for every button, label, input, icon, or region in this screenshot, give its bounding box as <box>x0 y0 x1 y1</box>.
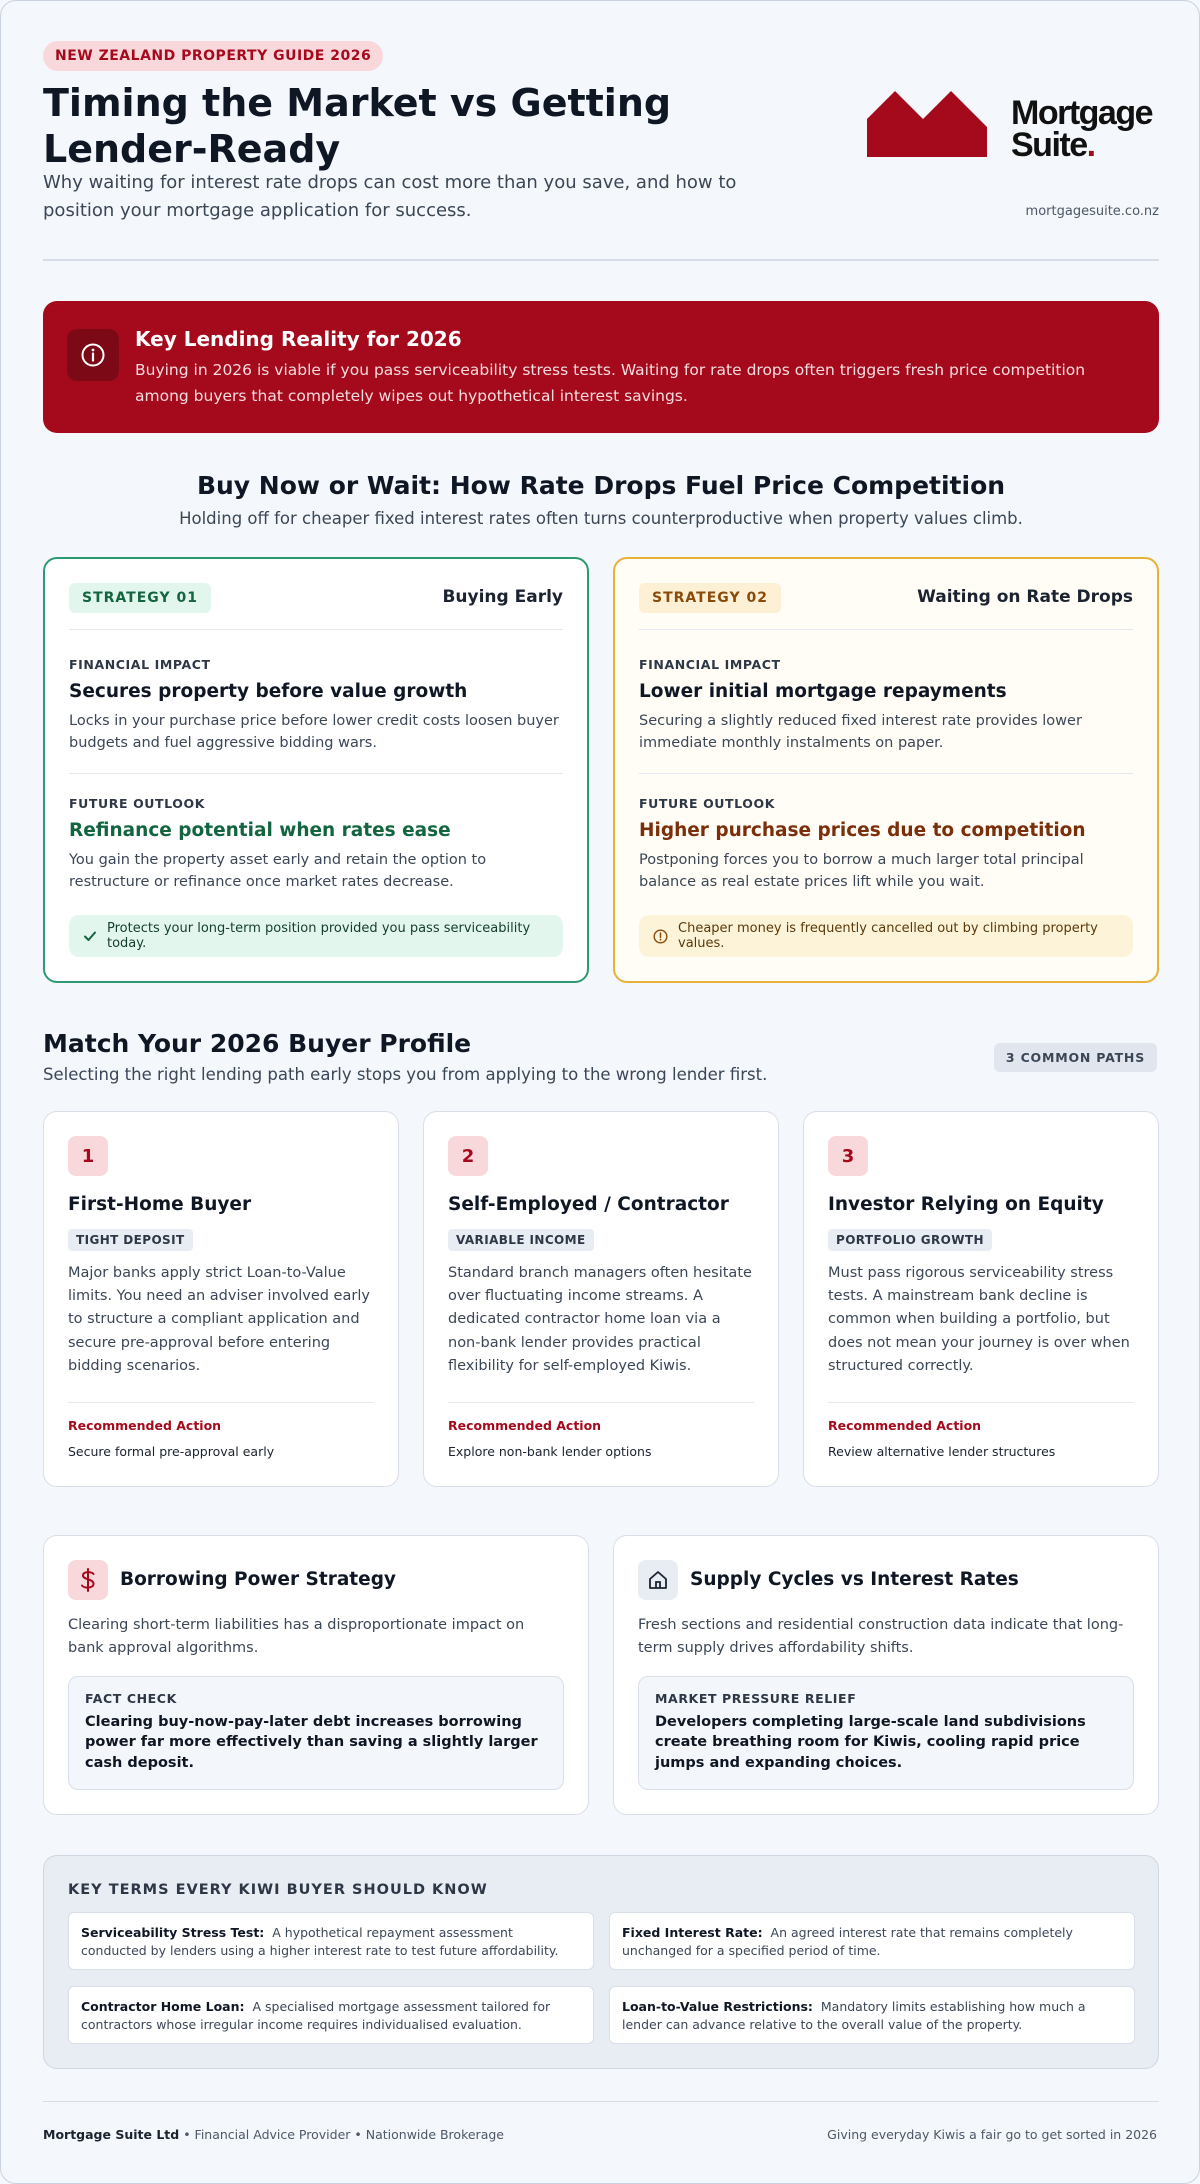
profile-text: Major banks apply strict Loan-to-Value limits. You need an adviser involved early to structure a compliant application and secure pre-approval before entering bidding scenarios. <box>68 1265 370 1374</box>
profile-number: 1 <box>68 1136 108 1176</box>
guide-badge: NEW ZEALAND PROPERTY GUIDE 2026 <box>43 41 383 71</box>
outlook-text: You gain the property asset early and retain the option to restructure or refinance once market rates decrease. <box>69 852 487 890</box>
insight-card-borrowing <box>43 1535 589 1815</box>
strategy-card-buying-early <box>43 557 589 983</box>
outlook-text: Postponing forces you to borrow a much larger total principal balance as real estate prices lift while you wait. <box>639 852 1084 890</box>
profile-title: Self-Employed / Contractor <box>448 1194 729 1215</box>
divider <box>69 629 563 630</box>
terms-title: KEY TERMS EVERY KIWI BUYER SHOULD KNOW <box>68 1882 488 1898</box>
box-label: MARKET PRESSURE RELIEF <box>655 1691 857 1706</box>
insight-text: Fresh sections and residential construction data indicate that long-term supply drives affordability shifts. <box>638 1617 1124 1657</box>
home-icon <box>638 1560 678 1600</box>
insight-card-supply <box>613 1535 1159 1815</box>
box-text: Developers completing large-scale land subdivisions create breathing room for Kiwis, cooling rapid price jumps and expanding choices. <box>655 1714 1086 1771</box>
profiles-title: Match Your 2026 Buyer Profile <box>43 1029 472 1058</box>
page-title: Timing the Market vs Getting Lender-Ready <box>43 81 672 171</box>
divider <box>828 1402 1134 1403</box>
info-icon <box>67 329 119 381</box>
term-name: Fixed Interest Rate: <box>622 1925 763 1940</box>
banner-title: Key Lending Reality for 2026 <box>135 327 462 351</box>
term-definition: A hypothetical repayment assessment conducted by lenders using a higher interest rate to test future affordability. <box>81 1925 559 1958</box>
strategy-badge: STRATEGY 02 <box>639 583 781 613</box>
divider <box>68 1402 374 1403</box>
profile-number: 2 <box>448 1136 488 1176</box>
roof-logo-icon <box>867 89 987 157</box>
fact-check-box <box>68 1676 564 1790</box>
header <box>43 41 1159 261</box>
profile-text: Standard branch managers often hesitate over fluctuating income streams. A dedicated contractor home loan via a non-bank lender provides practical flexibility for self-employed Kiwis. <box>448 1265 752 1374</box>
action-label: Recommended Action <box>828 1418 982 1433</box>
banner-body: Buying in 2026 is viable if you pass serviceability stress tests. Waiting for rate drops often triggers fresh price competition among buyers that completely wipes out hypothetical interest savings. <box>135 361 1086 406</box>
website-link[interactable]: mortgagesuite.co.nz <box>1025 204 1159 219</box>
term-item <box>68 1912 594 1970</box>
strategy-note <box>639 915 1133 957</box>
term-name: Serviceability Stress Test: <box>81 1925 265 1940</box>
strategy-note <box>69 915 563 957</box>
divider <box>69 773 563 774</box>
footer-desc-2: Nationwide Brokerage <box>365 2127 504 2142</box>
impact-heading: Lower initial mortgage repayments <box>639 681 1007 702</box>
footer-tagline: Giving everyday Kiwis a fair go to get sorted in 2026 <box>827 2127 1157 2142</box>
brand-logo[interactable] <box>867 89 1159 219</box>
page-subtitle: Why waiting for interest rate drops can cost more than you save, and how to position your mortgage application for success. <box>43 172 737 221</box>
term-item <box>68 1986 594 2044</box>
term-item <box>609 1986 1135 2044</box>
note-text: Protects your long-term position provided you pass serviceability today. <box>107 921 531 951</box>
key-terms-panel <box>43 1855 1159 2069</box>
recommended-action: Secure formal pre-approval early <box>68 1444 275 1459</box>
recommended-action: Explore non-bank lender options <box>448 1444 652 1459</box>
profile-tag: VARIABLE INCOME <box>448 1229 594 1251</box>
paths-count-badge: 3 COMMON PATHS <box>994 1043 1157 1072</box>
comparison-title: Buy Now or Wait: How Rate Drops Fuel Price Competition <box>196 471 1006 500</box>
alert-circle-icon <box>653 929 668 944</box>
term-name: Contractor Home Loan: <box>81 1999 245 2014</box>
impact-label: FINANCIAL IMPACT <box>639 657 781 672</box>
comparison-subtitle: Holding off for cheaper fixed interest rates often turns counterproductive when property values climb. <box>179 509 1023 528</box>
term-item <box>609 1912 1135 1970</box>
profile-card-first-home <box>43 1111 399 1487</box>
strategy-card-waiting <box>613 557 1159 983</box>
profile-title: First-Home Buyer <box>68 1194 252 1215</box>
profile-card-self-employed <box>423 1111 779 1487</box>
company-name: Mortgage Suite Ltd <box>43 2127 180 2142</box>
outlook-label: FUTURE OUTLOOK <box>639 796 776 811</box>
logo-wordmark: Mortgage Suite. <box>1011 94 1152 165</box>
key-reality-banner <box>43 301 1159 433</box>
box-label: FACT CHECK <box>85 1691 177 1706</box>
outlook-heading: Refinance potential when rates ease <box>69 820 451 841</box>
strategy-name: Buying Early <box>442 587 563 607</box>
profile-text: Must pass rigorous serviceability stress tests. A mainstream bank decline is common when building a portfolio, but does not mean your journey is over when structured correctly. <box>828 1265 1130 1374</box>
strategy-badge: STRATEGY 01 <box>69 583 211 613</box>
market-relief-box <box>638 1676 1134 1790</box>
impact-text: Securing a slightly reduced fixed interest rate provides lower immediate monthly instalments on paper. <box>639 713 1082 751</box>
term-definition: Mandatory limits establishing how much a lender can advance relative to the overall value of the property. <box>622 1999 1086 2032</box>
term-name: Loan-to-Value Restrictions: <box>622 1999 813 2014</box>
check-icon <box>83 929 97 943</box>
footer-divider <box>43 2101 1159 2102</box>
impact-heading: Secures property before value growth <box>69 681 468 702</box>
recommended-action: Review alternative lender structures <box>828 1444 1056 1459</box>
dollar-icon <box>68 1560 108 1600</box>
box-text: Clearing buy-now-pay-later debt increases borrowing power far more effectively than saving a slightly larger cash deposit. <box>85 1714 538 1771</box>
header-divider <box>43 259 1159 261</box>
insight-title: Borrowing Power Strategy <box>120 1569 396 1590</box>
footer-desc-1: Financial Advice Provider <box>194 2127 351 2142</box>
insight-text: Clearing short-term liabilities has a disproportionate impact on bank approval algorithms. <box>68 1617 525 1657</box>
profile-card-investor <box>803 1111 1159 1487</box>
strategy-name: Waiting on Rate Drops <box>917 587 1133 607</box>
impact-label: FINANCIAL IMPACT <box>69 657 211 672</box>
profile-tag: TIGHT DEPOSIT <box>68 1229 193 1251</box>
divider <box>639 773 1133 774</box>
insight-title: Supply Cycles vs Interest Rates <box>690 1569 1019 1590</box>
outlook-label: FUTURE OUTLOOK <box>69 796 206 811</box>
profiles-subtitle: Selecting the right lending path early stops you from applying to the wrong lender first. <box>43 1065 768 1084</box>
action-label: Recommended Action <box>68 1418 222 1433</box>
outlook-heading: Higher purchase prices due to competition <box>639 820 1086 841</box>
divider <box>639 629 1133 630</box>
term-definition: An agreed interest rate that remains completely unchanged for a specified period of time. <box>622 1925 1073 1958</box>
profile-title: Investor Relying on Equity <box>828 1194 1104 1215</box>
term-definition: A specialised mortgage assessment tailored for contractors whose irregular income requires individualised evaluation. <box>81 1999 551 2032</box>
footer-company: Mortgage Suite Ltd • Financial Advice Provider • Nationwide Brokerage <box>43 2127 504 2142</box>
note-text: Cheaper money is frequently cancelled out by climbing property values. <box>678 921 1098 951</box>
action-label: Recommended Action <box>448 1418 602 1433</box>
divider <box>448 1402 754 1403</box>
profile-tag: PORTFOLIO GROWTH <box>828 1229 992 1251</box>
profile-number: 3 <box>828 1136 868 1176</box>
impact-text: Locks in your purchase price before lower credit costs loosen buyer budgets and fuel aggressive bidding wars. <box>69 713 559 751</box>
